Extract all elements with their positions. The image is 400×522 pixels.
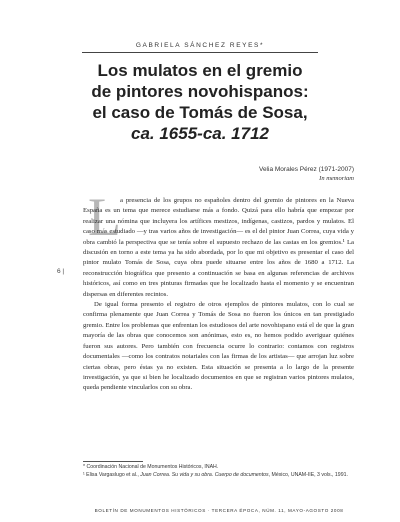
drop-cap: L: [88, 187, 121, 247]
title-line-3: el caso de Tomás de Sosa,: [92, 103, 308, 122]
footnotes: [83, 464, 355, 479]
article-title: [60, 60, 340, 144]
running-head-rule: [82, 52, 318, 53]
footnote-2-pre: ¹ Elisa Vargaslugo et al.,: [83, 471, 141, 478]
dedication-memoriam: In memoriam: [319, 175, 354, 182]
title-line-1: Los mulatos en el gremio: [97, 61, 303, 80]
article-body: [83, 196, 354, 394]
journal-footer: BOLETÍN DE MONUMENTOS HISTÓRICOS · TERCERA ÉPOCA, NÚM. 11, MAYO-AGOSTO 2008: [94, 508, 344, 513]
footnote-1: * Coordinación Nacional de Monumentos Históricos, INAH.: [83, 464, 219, 470]
dedication-author: Velia Morales Pérez (1971-2007): [258, 166, 354, 173]
running-head: GABRIELA SÁNCHEZ REYES*: [135, 42, 265, 49]
footnote-2-title: Juan Correa. Su vida y su obra. Cuerpo de documentos: [140, 471, 269, 478]
title-line-2: de pintores novohispanos:: [91, 82, 309, 101]
title-line-4: ca. 1655-ca. 1712: [130, 124, 269, 143]
footnote-2: [83, 472, 355, 480]
paragraph-1: a presencia de los grupos no españoles dentro del gremio de pintores en la Nueva España es un tema que merece estudiarse más a fondo. Quizá para ello habría que empezar por realizar una nómina que incluyera los artífices mestizos, indígenas, castizos, pardos y mulatos. El caso más estudiado —y tras varios años de investigación— es el del pintor Juan Correa, cuya vida y obra cambió la perspectiva que se tenía sobre el supuesto rechazo de las castas en los gremios.¹ La discusión en torno a este tema ya ha sido abordada, por lo que mi objetivo es presentar el caso del pintor mulato Tomás de Sosa, cuya obra puede situarse entre los años de 1680 a 1712. La reconstrucción biográfica que presento a continuación se basa en algunas referencias de archivos históricos, así como en tres pinturas firmadas que he localizado hasta el momento y se encuentran dispersas en diferentes recintos.: [83, 197, 354, 298]
footnote-rule: [83, 461, 143, 462]
footnote-2-post: , México, UNAM-IIE, 3 vols., 1991.: [268, 471, 348, 478]
page-number: 6 |: [57, 268, 65, 275]
paragraph-2: De igual forma presento el registro de otros ejemplos de pintores mulatos, con lo cual se confirma plenamente que Juan Correa y Tomás de Sosa no fueron los únicos en tan prestigiado gremio. Entre los problemas que enfrentan los estudiosos del arte novohispano está el de que la gran mayoría de las obras que conocemos son anónimas, esto es, no hemos podido averiguar quiénes fueron sus autores. Pero también con frecuencia ocurre lo contrario: contamos con registros documentales —como los contratos notariales con las firmas de los artistas— que arrojan luz sobre ciertas obras, pero éstas ya no existen. Esta situación se presenta a lo largo de la presente investigación, ya que si bien he localizado documentos en que se registran varios pintores mulatos, queda pendiente vincularlos con su obra.: [83, 301, 354, 392]
